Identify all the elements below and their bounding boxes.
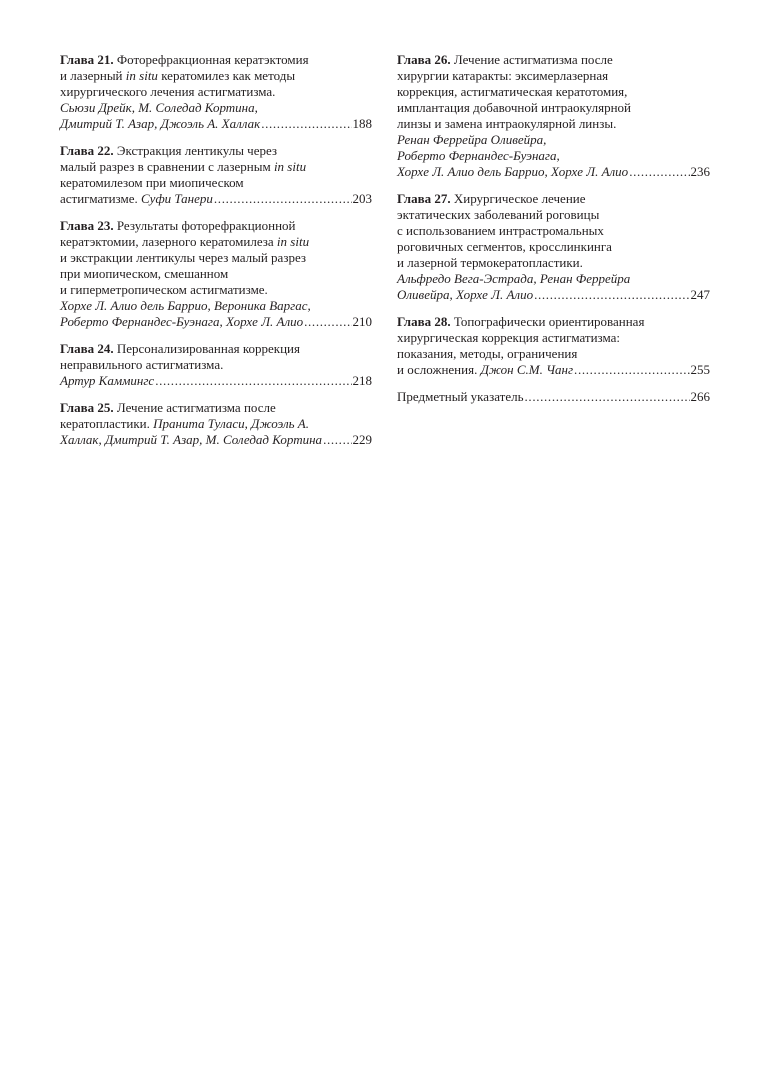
chapter-label: Глава 22. [60, 143, 114, 158]
chapter-authors: Джон С.М. Чанг [480, 362, 574, 377]
page-number: 255 [690, 362, 710, 377]
toc-left-column [60, 52, 372, 459]
toc-entry-chapter-25[interactable] [60, 400, 372, 448]
page-number: 218 [352, 373, 372, 388]
toc-entry-subject-index[interactable] [397, 389, 710, 405]
leader-dots [304, 314, 351, 330]
chapter-title: эктатических заболеваний роговицы [397, 207, 600, 222]
page-number: 247 [690, 287, 710, 302]
chapter-title: Лечение астигматизма после [453, 52, 613, 67]
chapter-title: хирургическая коррекция астигматизма: [397, 330, 620, 345]
toc-entry-chapter-21[interactable] [60, 52, 372, 132]
chapter-title: и осложнения. [397, 362, 478, 377]
chapter-authors: Пранита Туласи, Джоэль А. [153, 416, 309, 431]
chapter-authors: Дмитрий Т. Азар, Джоэль А. Халлак [60, 116, 261, 131]
chapter-title: хирургии катаракты: эксимерлазерная [397, 68, 609, 83]
chapter-title: линзы и замена интраокулярной линзы. [397, 116, 617, 131]
chapter-authors: Роберто Фернандес-Буэнага, [397, 148, 560, 163]
leader-dots [261, 116, 351, 132]
chapter-title: кератопластики. [60, 416, 150, 431]
chapter-title: при миопическом, смешанном [60, 266, 229, 281]
toc-entry-chapter-23[interactable] [60, 218, 372, 330]
toc-right-column [397, 52, 710, 416]
chapter-label: Глава 27. [397, 191, 451, 206]
chapter-title: астигматизме. [60, 191, 138, 206]
chapter-title: Топографически ориентированная [453, 314, 645, 329]
index-title: Предметный указатель [397, 389, 524, 404]
toc-entry-chapter-26[interactable] [397, 52, 710, 180]
chapter-title: показания, методы, ограничения [397, 346, 578, 361]
chapter-title: in situ [276, 234, 310, 249]
chapter-title: Лечение астигматизма после [116, 400, 276, 415]
chapter-title: малый разрез в сравнении с лазерным [60, 159, 271, 174]
chapter-title: и лазерный [60, 68, 123, 83]
chapter-title: Экстракция лентикулы через [116, 143, 278, 158]
leader-dots [323, 432, 351, 448]
page-number: 229 [352, 432, 372, 447]
chapter-label: Глава 28. [397, 314, 451, 329]
chapter-label: Глава 24. [60, 341, 114, 356]
chapter-authors: Роберто Фернандес-Буэнага, Хорхе Л. Алио [60, 314, 304, 329]
chapter-title: in situ [273, 159, 307, 174]
toc-entry-chapter-28[interactable] [397, 314, 710, 378]
leader-dots [155, 373, 351, 389]
chapter-label: Глава 25. [60, 400, 114, 415]
chapter-label: Глава 26. [397, 52, 451, 67]
leader-dots [214, 191, 352, 207]
leader-dots [574, 362, 689, 378]
chapter-authors: Альфредо Вега-Эстрада, Ренан Феррейра [397, 271, 631, 286]
page-number: 203 [352, 191, 372, 206]
chapter-label: Глава 23. [60, 218, 114, 233]
chapter-title: коррекция, астигматическая кератотомия, [397, 84, 628, 99]
chapter-authors: Оливейра, Хорхе Л. Алио [397, 287, 534, 302]
chapter-title: и экстракции лентикулы через малый разрез [60, 250, 307, 265]
chapter-authors: Хорхе Л. Алио дель Баррио, Вероника Варгас, [60, 298, 311, 313]
page-number: 266 [690, 389, 710, 404]
chapter-authors: Артур Каммингс [60, 373, 155, 388]
page-number: 236 [690, 164, 710, 179]
chapter-title: и лазерной термокератопластики. [397, 255, 583, 270]
chapter-title: неправильного астигматизма. [60, 357, 224, 372]
chapter-title: имплантация добавочной интраокулярной [397, 100, 631, 115]
chapter-authors: Сьюзи Дрейк, М. Соледад Кортина, [60, 100, 258, 115]
leader-dots [525, 389, 690, 405]
chapter-authors: Халлак, Дмитрий Т. Азар, М. Соледад Кортина [60, 432, 323, 447]
chapter-title: Результаты фоторефракционной [116, 218, 296, 233]
toc-entry-chapter-27[interactable] [397, 191, 710, 303]
chapter-title: кератомилез как методы [161, 68, 296, 83]
chapter-title: хирургического лечения астигматизма. [60, 84, 276, 99]
chapter-authors: Хорхе Л. Алио дель Баррио, Хорхе Л. Алио [397, 164, 629, 179]
page-number: 188 [352, 116, 372, 131]
chapter-title: кератэктомии, лазерного кератомилеза [60, 234, 274, 249]
chapter-authors: Суфи Танери [141, 191, 213, 206]
toc-entry-chapter-24[interactable] [60, 341, 372, 389]
page-number: 210 [352, 314, 372, 329]
chapter-title: Персонализированная коррекция [116, 341, 300, 356]
leader-dots [534, 287, 689, 303]
toc-entry-chapter-22[interactable] [60, 143, 372, 207]
chapter-title: кератомилезом при миопическом [60, 175, 244, 190]
leader-dots [629, 164, 689, 180]
chapter-title: роговичных сегментов, кросслинкинга [397, 239, 612, 254]
chapter-title: и гиперметропическом астигматизме. [60, 282, 268, 297]
chapter-title: in situ [125, 68, 158, 83]
chapter-authors: Ренан Феррейра Оливейра, [397, 132, 547, 147]
chapter-title: Хирургическое лечение [453, 191, 586, 206]
chapter-title: Фоторефракционная кератэктомия [116, 52, 309, 67]
chapter-title: с использованием интрастромальных [397, 223, 604, 238]
chapter-label: Глава 21. [60, 52, 114, 67]
